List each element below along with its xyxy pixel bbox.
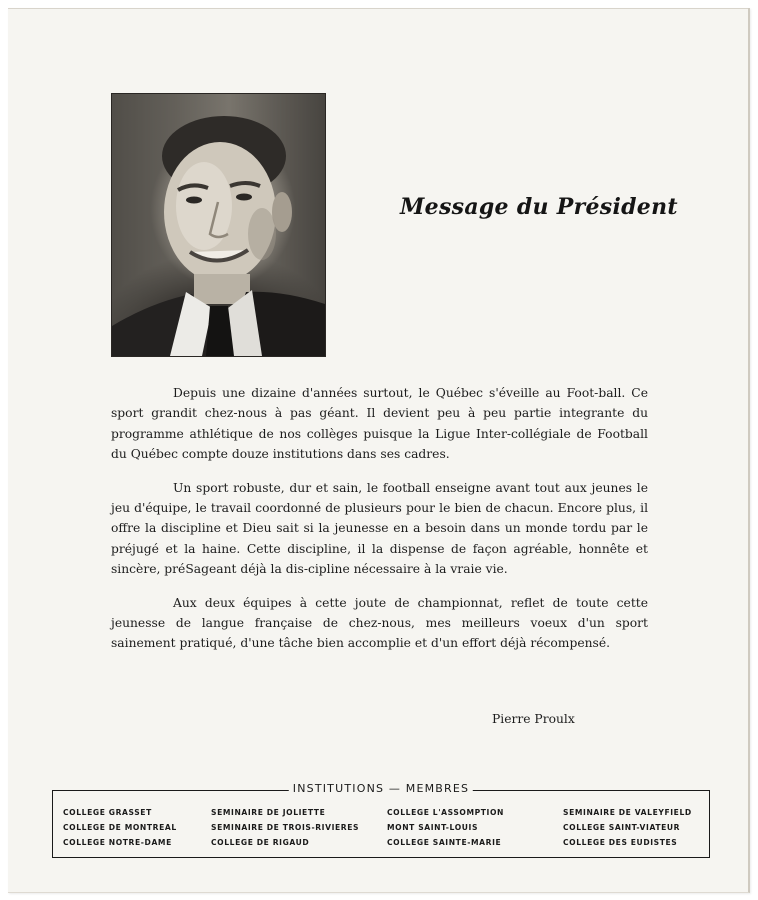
institutions-box (52, 782, 710, 858)
institution-name: SEMINAIRE DE VALEYFIELD (563, 808, 692, 817)
institutions-grid (63, 805, 703, 850)
institution-name: COLLEGE NOTRE-DAME (63, 838, 172, 847)
institutions-column (387, 805, 563, 850)
message-paragraph: Un sport robuste, dur et sain, le football enseigne avant tout aux jeunes le jeu d'équipe, le travail coordonné de plusieurs pour le bien de chacun. Encore plus, il offre la discipline et Dieu sait si la jeunesse en a besoin dans un monde tordu par le préjugé et la haine. Cette discipline, il la dispense de façon agréable, honnête et sincère, préSageant déjà la dis-cipline nécessaire à la vraie vie. (111, 480, 648, 577)
institutions-column (63, 805, 211, 850)
document-page (8, 8, 750, 893)
president-portrait-photo (111, 93, 326, 357)
message-paragraph: Aux deux équipes à cette joute de championnat, reflet de toute cette jeunesse de langue française de chez-nous, mes meilleurs voeux d'un sport sainement pratiqué, d'une tâche bien accomplie et d'un effort déjà récompensé. (111, 595, 648, 651)
signature: Pierre Proulx (492, 712, 575, 726)
institution-name: COLLEGE DE RIGAUD (211, 838, 310, 847)
institution-name: COLLEGE SAINT-VIATEUR (563, 823, 681, 832)
institution-name: SEMINAIRE DE JOLIETTE (211, 808, 326, 817)
page-title: Message du Président (400, 194, 678, 220)
institution-name: COLLEGE DE MONTREAL (63, 823, 177, 832)
institution-name: COLLEGE L'ASSOMPTION (387, 808, 504, 817)
institution-name: MONT SAINT-LOUIS (387, 823, 479, 832)
page-edge-line (8, 8, 748, 9)
message-body (111, 383, 648, 667)
institutions-column (211, 805, 387, 850)
message-paragraph: Depuis une dizaine d'années surtout, le Québec s'éveille au Foot-ball. Ce sport grandit chez-nous à pas géant. Il devient peu à peu partie integrante du programme athlétique de nos collèges puisque la Ligue Inter-collégiale de Football du Québec compte douze institutions dans ses cadres. (111, 386, 648, 462)
portrait-photo-icon (112, 94, 325, 356)
institution-name: COLLEGE SAINTE-MARIE (387, 838, 502, 847)
institutions-column (563, 805, 703, 850)
institutions-heading: INSTITUTIONS — MEMBRES (289, 782, 473, 795)
institution-name: COLLEGE GRASSET (63, 808, 152, 817)
institution-name: COLLEGE DES EUDISTES (563, 838, 678, 847)
institution-name: SEMINAIRE DE TROIS-RIVIERES (211, 823, 360, 832)
